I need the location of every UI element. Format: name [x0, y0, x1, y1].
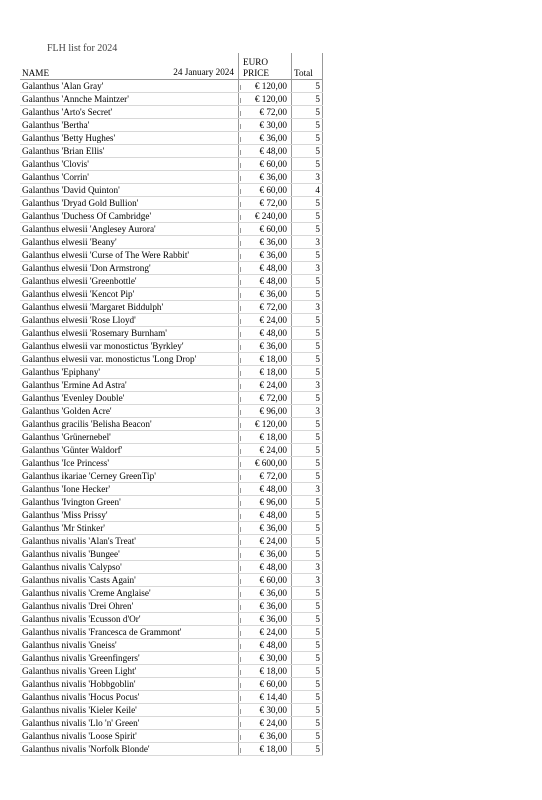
total-cell: 5 [292, 600, 323, 613]
table-row [20, 509, 323, 522]
price-cell: € 72,00 [241, 106, 292, 119]
price-cell: € 36,00 [241, 132, 292, 145]
price-cell: € 36,00 [241, 171, 292, 184]
plant-name-cell: Galanthus nivalis 'Bungee' [20, 548, 239, 561]
price-cell: € 72,00 [241, 197, 292, 210]
table-row [20, 730, 323, 743]
table-body [20, 80, 323, 756]
price-cell: € 48,00 [241, 561, 292, 574]
price-cell: € 600,00 [241, 457, 292, 470]
total-cell: 5 [292, 210, 323, 223]
total-cell: 5 [292, 340, 323, 353]
total-cell: 3 [292, 171, 323, 184]
price-cell: € 60,00 [241, 184, 292, 197]
total-cell: 5 [292, 418, 323, 431]
table-row [20, 301, 323, 314]
price-header-line2: PRICE [243, 68, 270, 78]
table-row [20, 262, 323, 275]
plant-name-cell: Galanthus elwesii 'Don Armstrong' [20, 262, 239, 275]
date-label: 24 January 2024 [173, 67, 234, 77]
price-cell: € 120,00 [241, 80, 292, 93]
table-row [20, 314, 323, 327]
table-row [20, 600, 323, 613]
total-cell: 5 [292, 535, 323, 548]
price-cell: € 48,00 [241, 145, 292, 158]
total-cell: 5 [292, 457, 323, 470]
plant-name-cell: Galanthus nivalis 'Green Light' [20, 665, 239, 678]
table-row [20, 743, 323, 756]
total-cell: 5 [292, 704, 323, 717]
price-cell: € 48,00 [241, 509, 292, 522]
document-title: FLH list for 2024 [47, 43, 118, 54]
table-row [20, 119, 323, 132]
price-cell: € 36,00 [241, 587, 292, 600]
plant-name-cell: Galanthus nivalis 'Gneiss' [20, 639, 239, 652]
plant-name-cell: Galanthus 'Annche Maintzer' [20, 93, 239, 106]
total-cell: 5 [292, 444, 323, 457]
price-cell: € 60,00 [241, 158, 292, 171]
price-table [20, 53, 323, 756]
price-cell: € 120,00 [241, 418, 292, 431]
table-row [20, 574, 323, 587]
plant-name-cell: Galanthus 'Golden Acre' [20, 405, 239, 418]
price-cell: € 30,00 [241, 119, 292, 132]
price-cell: € 36,00 [241, 288, 292, 301]
price-cell: € 36,00 [241, 548, 292, 561]
table-row [20, 223, 323, 236]
plant-name-cell: Galanthus ikariae 'Cerney GreenTip' [20, 470, 239, 483]
total-cell: 5 [292, 288, 323, 301]
name-header-label: NAME [22, 68, 50, 78]
price-cell: € 24,00 [241, 314, 292, 327]
total-cell: 5 [292, 106, 323, 119]
total-cell: 5 [292, 197, 323, 210]
plant-name-cell: Galanthus 'Epiphany' [20, 366, 239, 379]
price-cell: € 60,00 [241, 223, 292, 236]
table-row [20, 80, 323, 93]
name-header [20, 53, 239, 80]
table-row [20, 444, 323, 457]
total-cell: 5 [292, 80, 323, 93]
table-row [20, 587, 323, 600]
table-row [20, 366, 323, 379]
price-cell: € 72,00 [241, 392, 292, 405]
plant-name-cell: Galanthus nivalis 'Alan's Treat' [20, 535, 239, 548]
table-row [20, 171, 323, 184]
price-cell: € 18,00 [241, 353, 292, 366]
table-row [20, 535, 323, 548]
plant-name-cell: Galanthus elwesii var. monostictus 'Long Drop' [20, 353, 239, 366]
table-row [20, 106, 323, 119]
price-cell: € 36,00 [241, 340, 292, 353]
total-cell: 5 [292, 665, 323, 678]
plant-name-cell: Galanthus elwesii 'Rosemary Burnham' [20, 327, 239, 340]
price-header-line1: EURO [243, 57, 269, 67]
total-cell: 5 [292, 132, 323, 145]
total-cell: 5 [292, 353, 323, 366]
table-row [20, 158, 323, 171]
total-cell: 5 [292, 119, 323, 132]
plant-name-cell: Galanthus 'Miss Prissy' [20, 509, 239, 522]
table-row [20, 431, 323, 444]
table-row [20, 392, 323, 405]
price-cell: € 18,00 [241, 431, 292, 444]
plant-name-cell: Galanthus 'Grünernebel' [20, 431, 239, 444]
plant-name-cell: Galanthus gracilis 'Belisha Beacon' [20, 418, 239, 431]
table-row [20, 496, 323, 509]
plant-name-cell: Galanthus elwesii 'Kencot Pip' [20, 288, 239, 301]
plant-name-cell: Galanthus 'Evenley Double' [20, 392, 239, 405]
total-cell: 5 [292, 509, 323, 522]
plant-name-cell: Galanthus nivalis 'Drei Ohren' [20, 600, 239, 613]
plant-name-cell: Galanthus 'Alan Gray' [20, 80, 239, 93]
table-row [20, 210, 323, 223]
total-cell: 3 [292, 405, 323, 418]
total-cell: 5 [292, 314, 323, 327]
plant-name-cell: Galanthus 'Brian Ellis' [20, 145, 239, 158]
table-row [20, 340, 323, 353]
plant-name-cell: Galanthus 'Duchess Of Cambridge' [20, 210, 239, 223]
plant-name-cell: Galanthus nivalis 'Kieler Keile' [20, 704, 239, 717]
total-cell: 5 [292, 626, 323, 639]
table-row [20, 613, 323, 626]
price-cell: € 48,00 [241, 327, 292, 340]
plant-name-cell: Galanthus nivalis 'Francesca de Grammont' [20, 626, 239, 639]
total-cell: 5 [292, 249, 323, 262]
plant-name-cell: Galanthus nivalis 'Llo 'n' Green' [20, 717, 239, 730]
table-row [20, 483, 323, 496]
price-cell: € 18,00 [241, 665, 292, 678]
header-row [20, 53, 323, 80]
price-cell: € 72,00 [241, 301, 292, 314]
price-cell: € 96,00 [241, 496, 292, 509]
total-cell: 3 [292, 379, 323, 392]
total-cell: 5 [292, 431, 323, 444]
price-cell: € 60,00 [241, 678, 292, 691]
table-row [20, 652, 323, 665]
table-row [20, 379, 323, 392]
table-row [20, 197, 323, 210]
table-row [20, 639, 323, 652]
total-cell: 5 [292, 613, 323, 626]
table-row [20, 704, 323, 717]
table-row [20, 665, 323, 678]
table-row [20, 626, 323, 639]
table-row [20, 470, 323, 483]
price-cell: € 96,00 [241, 405, 292, 418]
total-cell: 5 [292, 275, 323, 288]
total-cell: 5 [292, 522, 323, 535]
plant-name-cell: Galanthus 'Ivington Green' [20, 496, 239, 509]
price-cell: € 30,00 [241, 652, 292, 665]
plant-name-cell: Galanthus elwesii 'Beany' [20, 236, 239, 249]
total-cell: 3 [292, 301, 323, 314]
total-header: Total [292, 53, 323, 80]
plant-name-cell: Galanthus 'Clovis' [20, 158, 239, 171]
price-cell: € 60,00 [241, 574, 292, 587]
price-cell: € 48,00 [241, 275, 292, 288]
plant-name-cell: Galanthus nivalis 'Greenfingers' [20, 652, 239, 665]
price-cell: € 14,40 [241, 691, 292, 704]
table-row [20, 236, 323, 249]
total-cell: 5 [292, 678, 323, 691]
plant-name-cell: Galanthus 'Dryad Gold Bullion' [20, 197, 239, 210]
price-cell: € 72,00 [241, 470, 292, 483]
total-cell: 5 [292, 717, 323, 730]
plant-name-cell: Galanthus elwesii var monostictus 'Byrkley' [20, 340, 239, 353]
price-cell: € 24,00 [241, 626, 292, 639]
table-row [20, 418, 323, 431]
total-cell: 5 [292, 730, 323, 743]
price-cell: € 48,00 [241, 639, 292, 652]
plant-name-cell: Galanthus 'Arto's Secret' [20, 106, 239, 119]
plant-name-cell: Galanthus elwesii 'Margaret Biddulph' [20, 301, 239, 314]
total-cell: 5 [292, 93, 323, 106]
plant-name-cell: Galanthus nivalis 'Calypso' [20, 561, 239, 574]
total-cell: 4 [292, 184, 323, 197]
price-cell: € 36,00 [241, 600, 292, 613]
price-cell: € 120,00 [241, 93, 292, 106]
price-header [241, 53, 292, 80]
plant-name-cell: Galanthus nivalis 'Loose Spirit' [20, 730, 239, 743]
table-row [20, 691, 323, 704]
total-cell: 5 [292, 158, 323, 171]
price-cell: € 36,00 [241, 236, 292, 249]
price-cell: € 36,00 [241, 730, 292, 743]
price-cell: € 24,00 [241, 379, 292, 392]
total-cell: 5 [292, 223, 323, 236]
plant-name-cell: Galanthus elwesii 'Curse of The Were Rabbit' [20, 249, 239, 262]
table-row [20, 249, 323, 262]
total-cell: 5 [292, 639, 323, 652]
price-cell: € 36,00 [241, 249, 292, 262]
plant-name-cell: Galanthus 'Ice Princess' [20, 457, 239, 470]
plant-name-cell: Galanthus elwesii 'Rose Lloyd' [20, 314, 239, 327]
total-cell: 5 [292, 366, 323, 379]
total-cell: 3 [292, 262, 323, 275]
total-cell: 5 [292, 392, 323, 405]
total-cell: 5 [292, 145, 323, 158]
table-row [20, 717, 323, 730]
table-row [20, 548, 323, 561]
price-cell: € 24,00 [241, 717, 292, 730]
price-cell: € 24,00 [241, 444, 292, 457]
table-row [20, 561, 323, 574]
table-row [20, 132, 323, 145]
table-row [20, 678, 323, 691]
plant-name-cell: Galanthus nivalis 'Creme Anglaise' [20, 587, 239, 600]
total-cell: 5 [292, 691, 323, 704]
total-cell: 5 [292, 327, 323, 340]
total-cell: 5 [292, 548, 323, 561]
total-cell: 3 [292, 561, 323, 574]
table-row [20, 327, 323, 340]
price-cell: € 36,00 [241, 613, 292, 626]
table-row [20, 145, 323, 158]
total-cell: 5 [292, 470, 323, 483]
price-cell: € 18,00 [241, 743, 292, 756]
plant-name-cell: Galanthus 'Ermine Ad Astra' [20, 379, 239, 392]
price-cell: € 48,00 [241, 262, 292, 275]
total-cell: 5 [292, 496, 323, 509]
price-cell: € 240,00 [241, 210, 292, 223]
plant-name-cell: Galanthus 'David Quinton' [20, 184, 239, 197]
table-row [20, 353, 323, 366]
table-row [20, 522, 323, 535]
price-cell: € 36,00 [241, 522, 292, 535]
price-cell: € 30,00 [241, 704, 292, 717]
plant-name-cell: Galanthus elwesii 'Anglesey Aurora' [20, 223, 239, 236]
plant-name-cell: Galanthus nivalis 'Ecusson d'Or' [20, 613, 239, 626]
price-cell: € 48,00 [241, 483, 292, 496]
total-cell: 3 [292, 236, 323, 249]
plant-name-cell: Galanthus 'Mr Stinker' [20, 522, 239, 535]
total-cell: 3 [292, 483, 323, 496]
plant-name-cell: Galanthus nivalis 'Hocus Pocus' [20, 691, 239, 704]
table-row [20, 405, 323, 418]
plant-name-cell: Galanthus 'Corrin' [20, 171, 239, 184]
table-row [20, 93, 323, 106]
total-cell: 5 [292, 587, 323, 600]
total-cell: 5 [292, 652, 323, 665]
table-row [20, 457, 323, 470]
plant-name-cell: Galanthus nivalis 'Norfolk Blonde' [20, 743, 239, 756]
plant-name-cell: Galanthus 'Ione Hecker' [20, 483, 239, 496]
table-row [20, 184, 323, 197]
price-cell: € 18,00 [241, 366, 292, 379]
plant-name-cell: Galanthus 'Betty Hughes' [20, 132, 239, 145]
plant-name-cell: Galanthus nivalis 'Casts Again' [20, 574, 239, 587]
plant-name-cell: Galanthus 'Günter Waldorf' [20, 444, 239, 457]
plant-name-cell: Galanthus nivalis 'Hobbgoblin' [20, 678, 239, 691]
table-row [20, 275, 323, 288]
price-cell: € 24,00 [241, 535, 292, 548]
plant-name-cell: Galanthus 'Bertha' [20, 119, 239, 132]
total-cell: 5 [292, 743, 323, 756]
table-row [20, 288, 323, 301]
plant-name-cell: Galanthus elwesii 'Greenbottle' [20, 275, 239, 288]
total-cell: 3 [292, 574, 323, 587]
